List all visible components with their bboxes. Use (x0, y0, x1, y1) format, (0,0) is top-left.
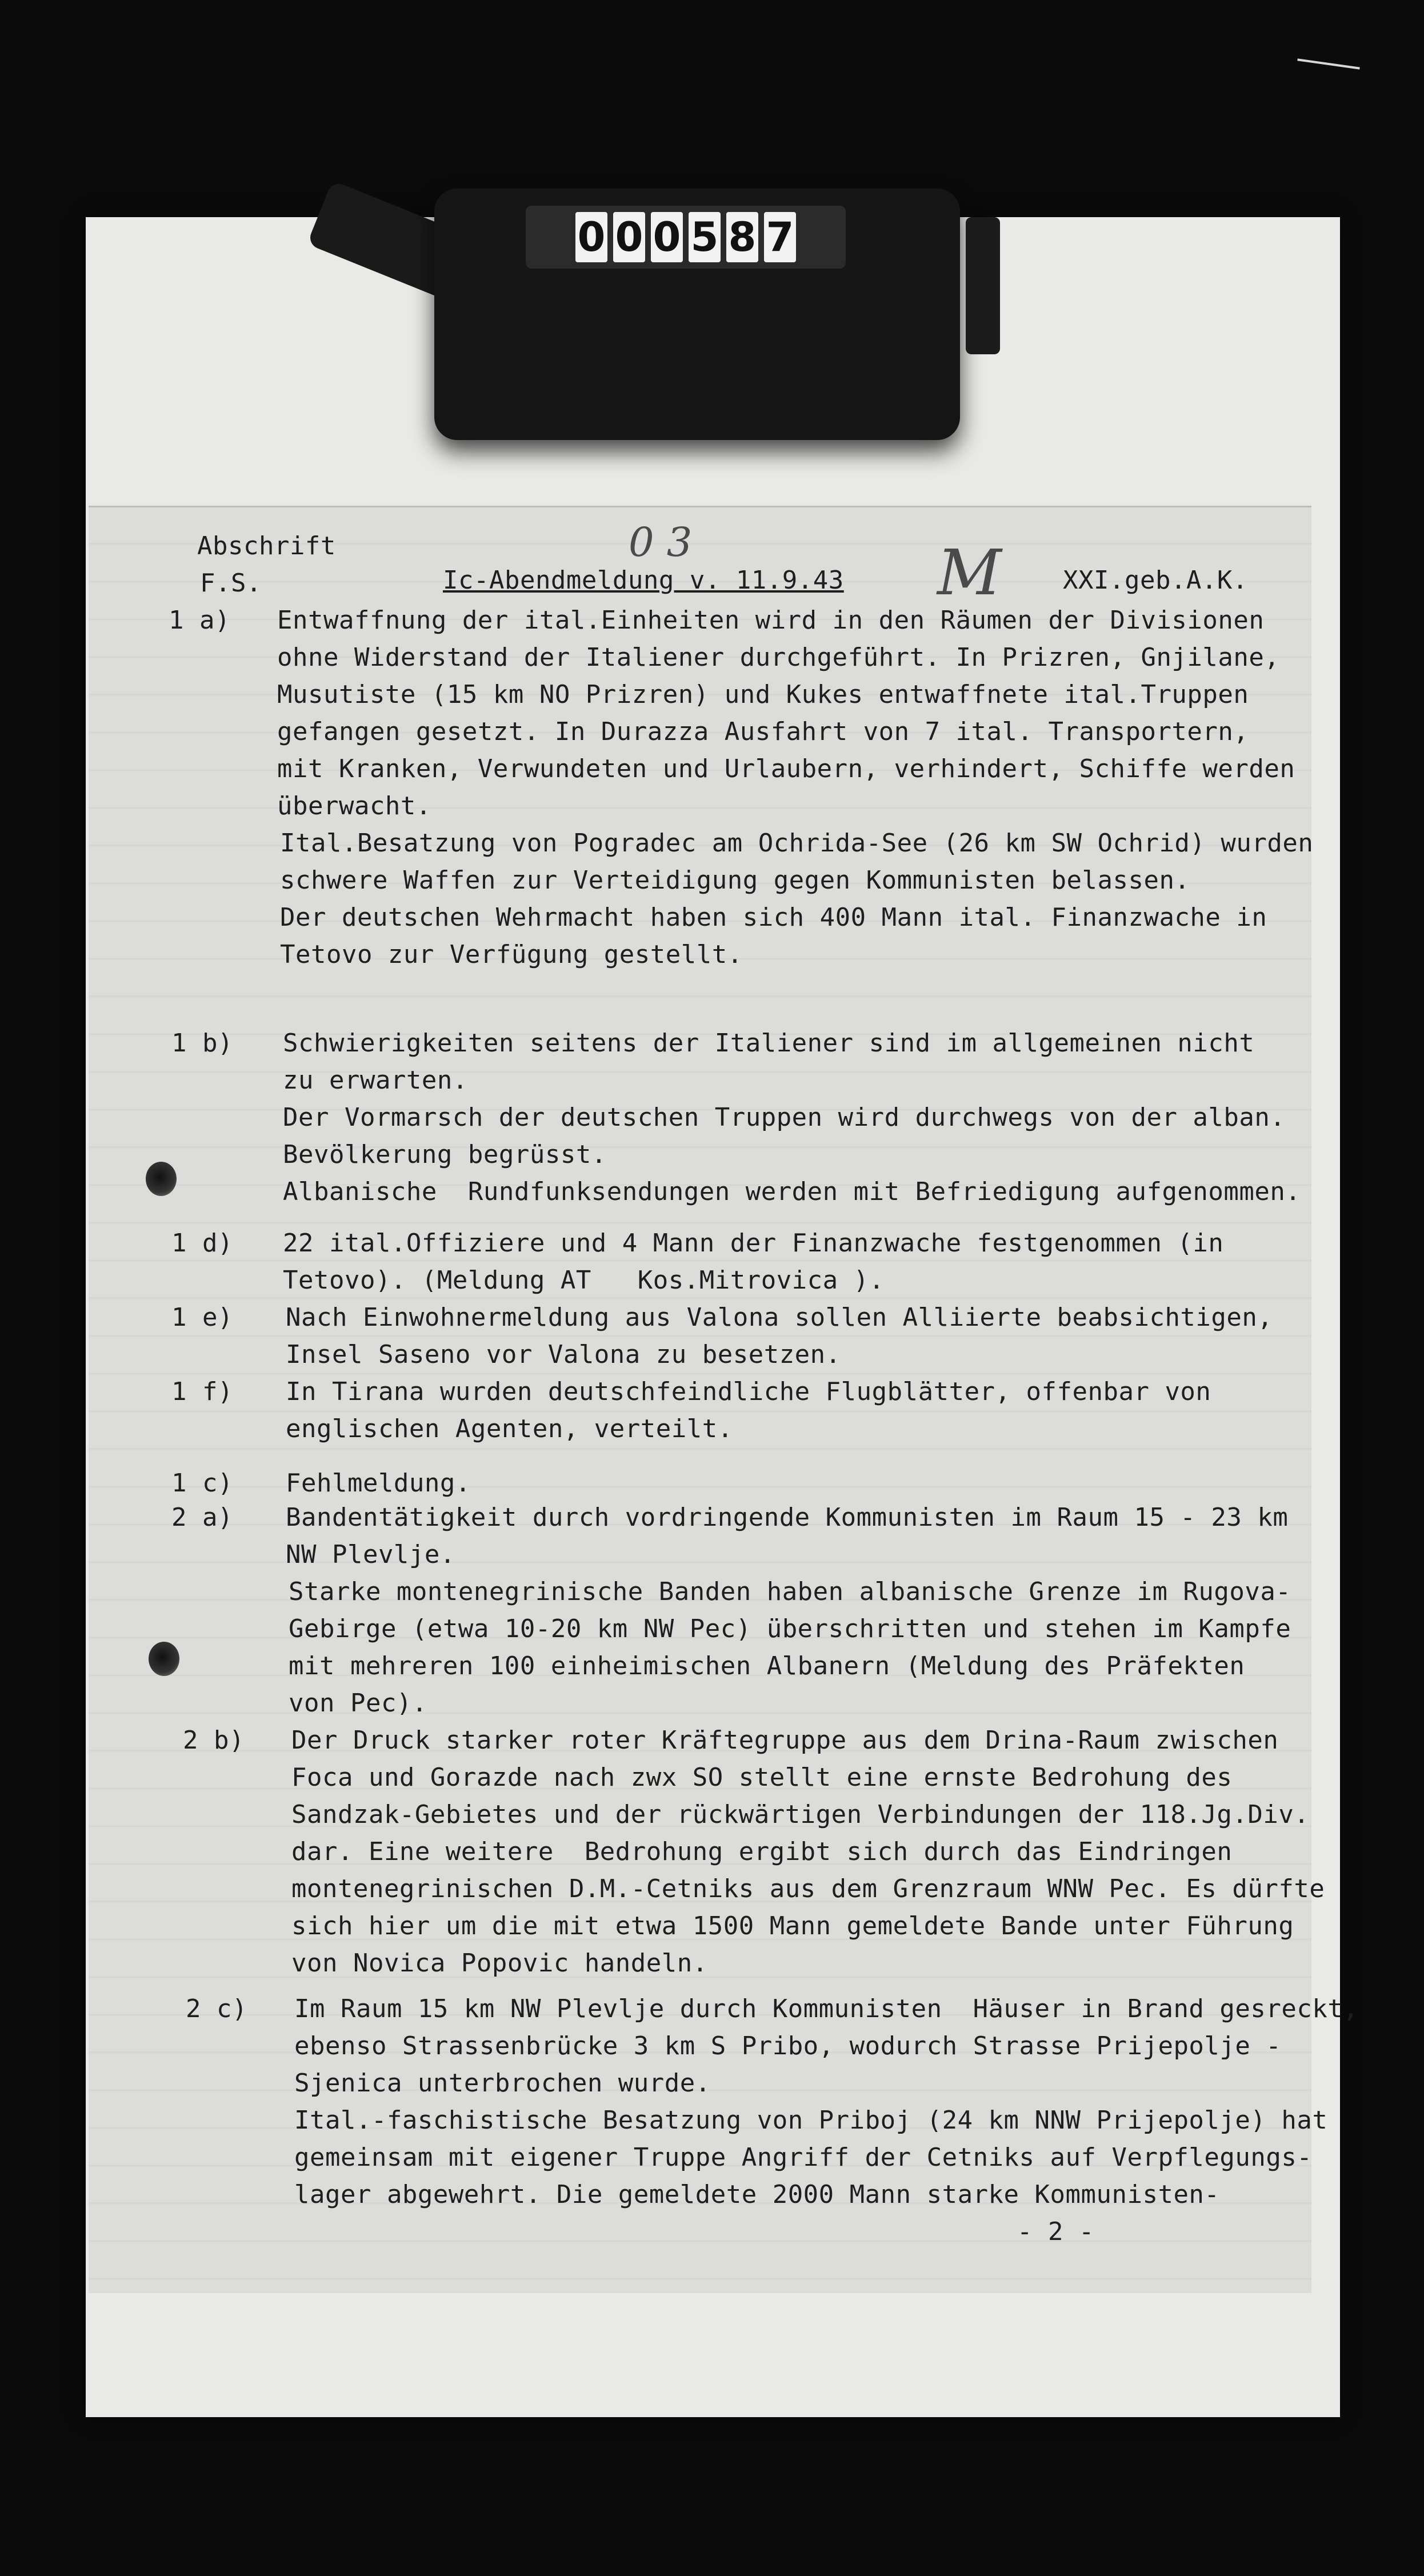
counter-digit: 0 (651, 212, 683, 262)
report-line: Foca und Gorazde nach zwx SO stellt eine ernste Bedrohung des (291, 1763, 1233, 1792)
counter-digit: 5 (689, 212, 721, 262)
report-line: Im Raum 15 km NW Plevlje durch Kommunisten Häuser in Brand gesreckt, (294, 1994, 1359, 2023)
section-label: 1 f) (171, 1377, 233, 1406)
report-line: Bandentätigkeit durch vordringende Kommunisten im Raum 15 - 23 km (286, 1503, 1289, 1532)
unit-label: XXI.geb.A.K. (1063, 566, 1248, 595)
edge-mark (1297, 58, 1359, 69)
report-line: montenegrinischen D.M.-Cetniks aus dem Grenzraum WNW Pec. Es dürfte (291, 1874, 1325, 1903)
report-line: Bevölkerung begrüsst. (283, 1140, 607, 1169)
report-line: schwere Waffen zur Verteidigung gegen Kommunisten belassen. (280, 866, 1190, 895)
report-title: Ic-Abendmeldung v. 11.9.43 (443, 566, 844, 595)
typed-report-page (89, 506, 1359, 2293)
report-line: Fehlmeldung. (286, 1469, 471, 1498)
section-label: 1 e) (171, 1303, 233, 1332)
report-line: mit Kranken, Verwundeten und Urlaubern, verhindert, Schiffe werden (277, 754, 1295, 783)
report-line: lager abgewehrt. Die gemeldete 2000 Mann starke Kommunisten- (294, 2180, 1220, 2209)
report-line: Der deutschen Wehrmacht haben sich 400 Mann ital. Finanzwache in (280, 903, 1267, 932)
page-marker: - 2 - (1017, 2217, 1094, 2246)
report-line: Insel Saseno vor Valona zu besetzen. (286, 1340, 841, 1369)
section-label: 1 b) (171, 1029, 233, 1058)
report-line: Sjenica unterbrochen wurde. (294, 2069, 711, 2098)
report-line: ohne Widerstand der Italiener durchgeführt. In Prizren, Gnjilane, (277, 643, 1280, 672)
handwritten-initials: M (937, 536, 1002, 609)
sender-label: F.S. (200, 569, 262, 598)
report-line: zu erwarten. (283, 1066, 468, 1095)
report-line: Sandzak-Gebietes und der rückwärtigen Verbindungen der 118.Jg.Div. (291, 1800, 1310, 1829)
report-line: dar. Eine weitere Bedrohung ergibt sich durch das Eindringen (291, 1837, 1233, 1866)
report-line: Gebirge (etwa 10-20 km NW Pec) überschritten und stehen im Kampfe (289, 1614, 1291, 1643)
report-line: In Tirana wurden deutschfeindliche Flugblätter, offenbar von (286, 1377, 1211, 1406)
counter-digit: 0 (613, 212, 645, 262)
handwritten-number: 0 3 (629, 519, 693, 566)
section-label: 1 c) (171, 1469, 233, 1498)
section-label: 2 b) (183, 1726, 245, 1755)
punch-hole (149, 1642, 179, 1676)
counter-digit: 0 (575, 212, 607, 262)
report-line: überwacht. (277, 791, 431, 821)
section-label: 2 a) (171, 1503, 233, 1532)
report-line: Schwierigkeiten seitens der Italiener sind im allgemeinen nicht (283, 1029, 1255, 1058)
report-line: Nach Einwohnermeldung aus Valona sollen Alliierte beabsichtigen, (286, 1303, 1273, 1332)
frame-counter (526, 206, 846, 269)
report-line: ebenso Strassenbrücke 3 km S Pribo, wodurch Strasse Prijepolje - (294, 2031, 1282, 2061)
counter-knob (966, 217, 1000, 354)
counter-digit: 8 (726, 212, 758, 262)
report-line: mit mehreren 100 einheimischen Albanern (Meldung des Präfekten (289, 1651, 1245, 1681)
report-line: von Pec). (289, 1689, 427, 1718)
report-line: Entwaffnung der ital.Einheiten wird in den Räumen der Divisionen (277, 606, 1265, 635)
report-line: Starke montenegrinische Banden haben albanische Grenze im Rugova- (289, 1577, 1291, 1606)
report-line: gemeinsam mit eigener Truppe Angriff der Cetniks auf Verpflegungs- (294, 2143, 1313, 2172)
counter-digit: 7 (764, 212, 796, 262)
section-label: 2 c) (186, 1994, 247, 2023)
report-line: Albanische Rundfunksendungen werden mit Befriedigung aufgenommen. (283, 1177, 1301, 1206)
report-line: Ital.Besatzung von Pogradec am Ochrida-See (26 km SW Ochrid) wurden (280, 829, 1314, 858)
report-line: Der Vormarsch der deutschen Truppen wird durchwegs von der alban. (283, 1103, 1286, 1132)
report-line: NW Plevlje. (286, 1540, 455, 1569)
report-line: Ital.-faschistische Besatzung von Priboj (24 km NNW Prijepolje) hat (294, 2106, 1328, 2135)
report-line: Tetovo). (Meldung AT Kos.Mitrovica ). (283, 1266, 885, 1295)
report-line: Tetovo zur Verfügung gestellt. (280, 940, 743, 969)
report-line: sich hier um die mit etwa 1500 Mann gemeldete Bande unter Führung (291, 1911, 1294, 1941)
section-label: 1 a) (169, 606, 230, 635)
report-line: gefangen gesetzt. In Durazza Ausfahrt von 7 ital. Transportern, (277, 717, 1249, 746)
section-label: 1 d) (171, 1229, 233, 1258)
report-line: Musutiste (15 km NO Prizren) und Kukes entwaffnete ital.Truppen (277, 680, 1249, 709)
report-line: Der Druck starker roter Kräftegruppe aus dem Drina-Raum zwischen (291, 1726, 1279, 1755)
punch-hole (146, 1162, 177, 1196)
report-line: von Novica Popovic handeln. (291, 1949, 708, 1978)
report-line: englischen Agenten, verteilt. (286, 1414, 733, 1443)
report-line: 22 ital.Offiziere und 4 Mann der Finanzwache festgenommen (in (283, 1229, 1224, 1258)
copy-label: Abschrift (197, 531, 336, 561)
